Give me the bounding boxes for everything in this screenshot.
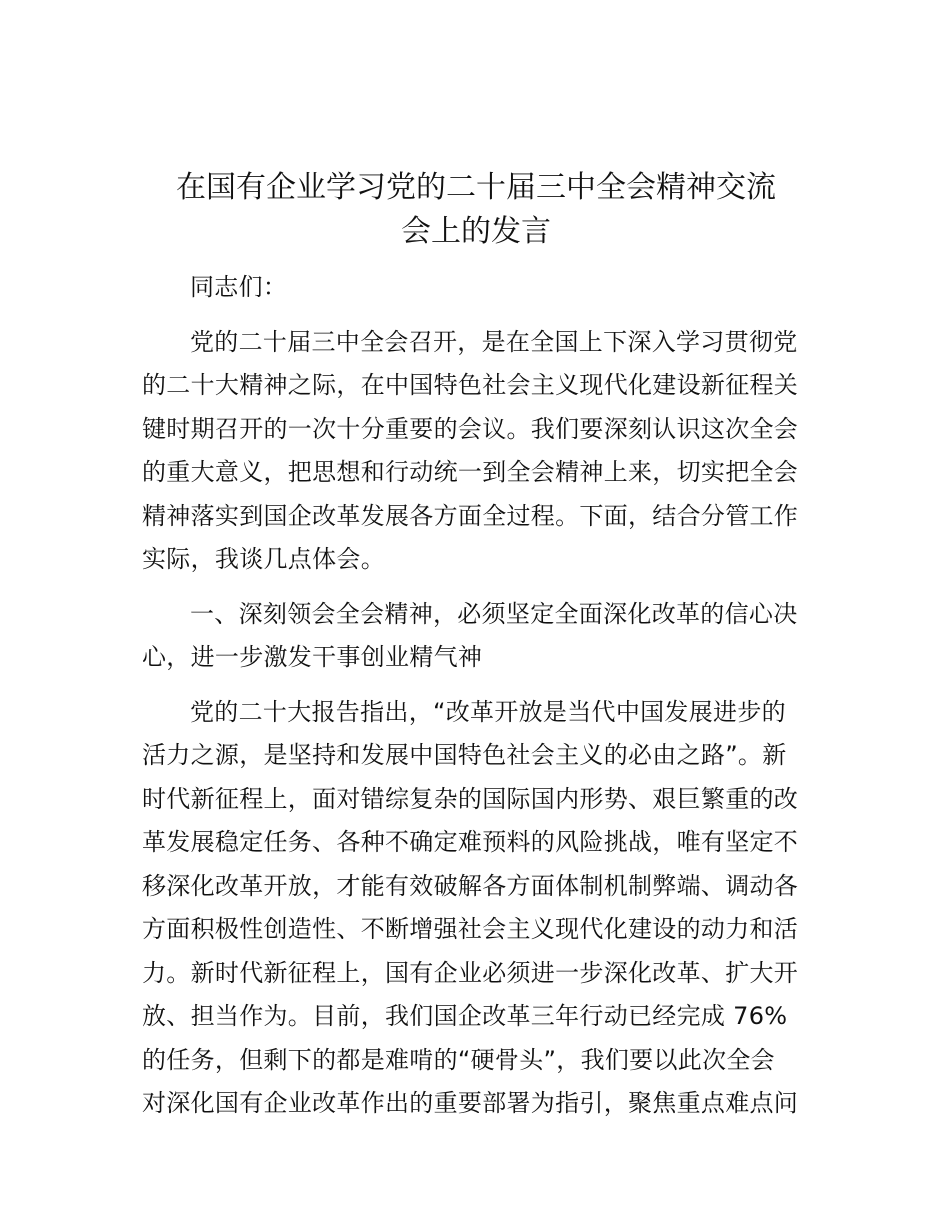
paragraph-line: 的重大意义，把思想和行动统一到全会精神上来，切实把全会 (142, 458, 799, 486)
paragraph-line: 党的二十大报告指出，“改革开放是当代中国发展进步的 (190, 697, 786, 726)
paragraph-line: 革发展稳定任务、各种不确定难预料的风险挑战，唯有坚定不 (142, 828, 799, 856)
paragraph-line: 对深化国有企业改革作出的重要部署为指引，聚焦重点难点问 (142, 1089, 799, 1117)
paragraph-line: 实际，我谈几点体会。 (142, 545, 385, 573)
paragraph-line: 党的二十届三中全会召开，是在全国上下深入学习贯彻党 (190, 327, 798, 356)
paragraph-line: 活力之源，是坚持和发展中国特色社会主义的必由之路”。新 (142, 741, 787, 769)
paragraph-line: 方面积极性创造性、不断增强社会主义现代化建设的动力和活 (142, 915, 799, 943)
document-body (142, 266, 810, 1126)
paragraph-line: 时代新征程上，面对错综复杂的国际国内形势、艰巨繁重的改 (142, 784, 799, 813)
paragraph-2 (142, 691, 810, 1126)
section-heading-line: 一、深刻领会全会精神，必须坚定全面深化改革的信心决 (190, 599, 798, 628)
title-line-1: 在国有企业学习党的二十届三中全会精神交流 (176, 170, 776, 205)
paragraph-line: 放、担当作为。目前，我们国企改革三年行动已经完成 76% (142, 1002, 788, 1030)
paragraph-line: 键时期召开的一次十分重要的会议。我们要深刻认识这次全会 (142, 414, 799, 443)
paragraph-1 (142, 321, 810, 582)
paragraph-line: 的二十大精神之际，在中国特色社会主义现代化建设新征程关 (142, 371, 799, 399)
document-title (140, 166, 812, 254)
paragraph-line: 移深化改革开放，才能有效破解各方面体制机制弊端、调动各 (142, 871, 799, 900)
title-line-2: 会上的发言 (401, 214, 551, 249)
salutation: 同志们： (190, 273, 288, 301)
section-heading-1 (142, 593, 810, 680)
section-heading-line: 心，进一步激发干事创业精气神 (142, 643, 483, 671)
paragraph-line: 力。新时代新征程上，国有企业必须进一步深化改革、扩大开 (142, 958, 799, 987)
paragraph-line: 的任务，但剩下的都是难啃的“硬骨头”，我们要以此次全会 (142, 1045, 775, 1074)
paragraph-line: 精神落实到国企改革发展各方面全过程。下面，结合分管工作 (142, 501, 799, 530)
